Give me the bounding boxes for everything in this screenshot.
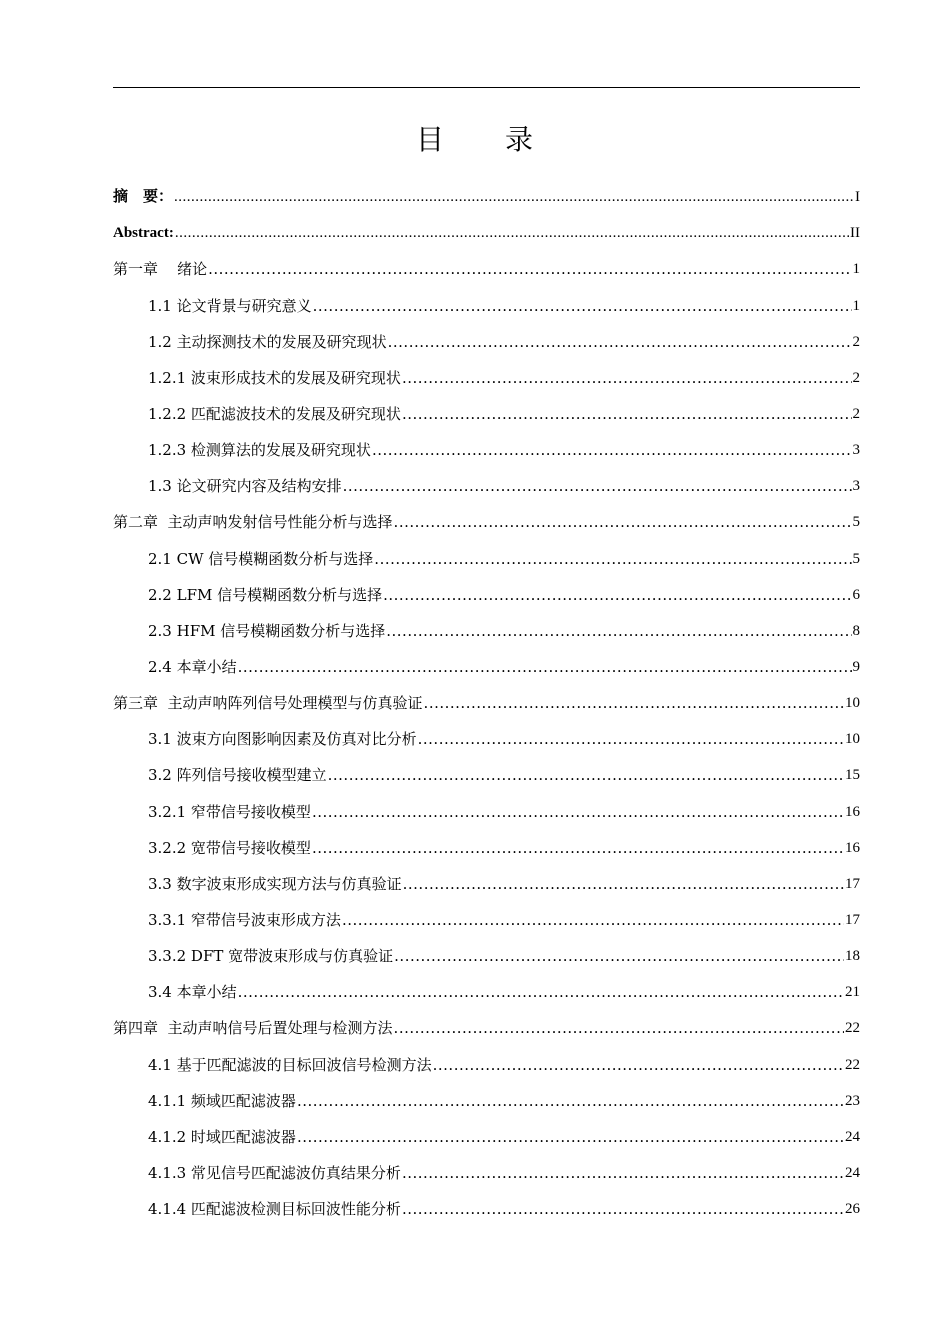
toc-dot-leader	[342, 910, 844, 930]
toc-dot-leader	[403, 874, 844, 894]
toc-entry-page-number: 15	[845, 767, 860, 784]
toc-entry[interactable]	[113, 901, 860, 937]
toc-entry-label: 3.3.2 DFT 宽带波束形成与仿真验证	[148, 947, 394, 966]
toc-dot-leader	[386, 621, 851, 641]
toc-entry-label: 第三章 主动声呐阵列信号处理模型与仿真验证	[113, 694, 423, 713]
toc-entry-page-number: 10	[845, 695, 860, 712]
toc-dot-leader	[208, 259, 851, 279]
toc-entry-label: 摘 要：	[113, 189, 174, 206]
toc-entry[interactable]	[113, 865, 860, 901]
toc-entry-page-number: 16	[845, 803, 860, 820]
toc-entry[interactable]	[113, 937, 860, 973]
toc-entry-label: 4.1.3 常见信号匹配滤波仿真结果分析	[148, 1163, 401, 1182]
toc-entry-page-number: 3	[852, 442, 860, 459]
toc-entry-label: 第二章 主动声呐发射信号性能分析与选择	[113, 513, 393, 532]
toc-entry-label: 3.1 波束方向图影响因素及仿真对比分析	[148, 730, 417, 749]
toc-dot-leader	[402, 404, 852, 424]
toc-list	[113, 178, 860, 1226]
toc-entry-label: 3.2.1 窄带信号接收模型	[148, 802, 311, 821]
toc-dot-leader	[174, 187, 854, 207]
toc-entry[interactable]	[113, 792, 860, 828]
toc-entry-page-number: II	[850, 225, 860, 242]
toc-entry[interactable]	[113, 756, 860, 792]
toc-entry-label: 4.1.1 频域匹配滤波器	[148, 1091, 296, 1110]
toc-entry-label: 2.2 LFM 信号模糊函数分析与选择	[148, 585, 383, 604]
toc-entry-label: 4.1 基于匹配滤波的目标回波信号检测方法	[148, 1055, 432, 1074]
toc-entry-page-number: I	[855, 189, 860, 206]
toc-entry-label: 3.3.1 窄带信号波束形成方法	[148, 910, 341, 929]
toc-entry-page-number: 1	[852, 297, 860, 314]
toc-dot-leader	[402, 1199, 844, 1219]
header-rule	[113, 87, 860, 88]
toc-entry-page-number: 3	[852, 478, 860, 495]
toc-entry[interactable]	[113, 612, 860, 648]
toc-dot-leader	[394, 1018, 844, 1038]
toc-entry-page-number: 23	[845, 1092, 860, 1109]
toc-entry[interactable]	[113, 431, 860, 467]
toc-entry[interactable]	[113, 720, 860, 756]
toc-dot-leader	[297, 1127, 844, 1147]
toc-entry[interactable]	[113, 1190, 860, 1226]
toc-dot-leader	[238, 982, 844, 1002]
toc-dot-leader	[402, 1163, 844, 1183]
toc-dot-leader	[383, 585, 851, 605]
toc-dot-leader	[433, 1055, 844, 1075]
toc-dot-leader	[312, 838, 844, 858]
toc-entry-page-number: 16	[845, 839, 860, 856]
toc-entry-label: 3.4 本章小结	[148, 983, 237, 1002]
toc-dot-leader	[374, 549, 851, 569]
toc-entry-label: 4.1.2 时域匹配滤波器	[148, 1127, 296, 1146]
toc-entry[interactable]	[113, 214, 860, 250]
toc-entry-page-number: 8	[852, 622, 860, 639]
toc-entry-label: 1.3 论文研究内容及结构安排	[148, 477, 342, 496]
toc-dot-leader	[388, 332, 852, 352]
toc-entry-label: 3.3 数字波束形成实现方法与仿真验证	[148, 874, 402, 893]
toc-entry[interactable]	[113, 684, 860, 720]
toc-entry-label: 1.2.3 检测算法的发展及研究现状	[148, 441, 371, 460]
toc-entry-page-number: 9	[852, 658, 860, 675]
toc-entry[interactable]	[113, 178, 860, 214]
toc-dot-leader	[175, 223, 849, 243]
toc-entry-label: 第四章 主动声呐信号后置处理与检测方法	[113, 1019, 393, 1038]
toc-entry-page-number: 22	[845, 1056, 860, 1073]
toc-entry-page-number: 10	[845, 731, 860, 748]
toc-entry[interactable]	[113, 973, 860, 1009]
toc-entry[interactable]	[113, 286, 860, 322]
toc-entry[interactable]	[113, 1118, 860, 1154]
toc-entry-page-number: 5	[852, 550, 860, 567]
toc-dot-leader	[372, 440, 852, 460]
toc-entry-label: 2.3 HFM 信号模糊函数分析与选择	[148, 621, 386, 640]
toc-entry[interactable]	[113, 1045, 860, 1081]
toc-entry-label: 4.1.4 匹配滤波检测目标回波性能分析	[148, 1200, 401, 1219]
toc-dot-leader	[402, 368, 852, 388]
toc-dot-leader	[424, 693, 844, 713]
toc-title: 目 录	[416, 123, 559, 156]
toc-entry-page-number: 26	[845, 1201, 860, 1218]
toc-entry-label: 3.2 阵列信号接收模型建立	[148, 766, 327, 785]
toc-dot-leader	[328, 765, 844, 785]
toc-entry[interactable]	[113, 1154, 860, 1190]
toc-entry-page-number: 22	[845, 1020, 860, 1037]
toc-entry-page-number: 17	[845, 911, 860, 928]
toc-entry-page-number: 6	[852, 586, 860, 603]
toc-entry-label: 1.2 主动探测技术的发展及研究现状	[148, 332, 387, 351]
toc-dot-leader	[394, 946, 844, 966]
toc-dot-leader	[313, 296, 852, 316]
toc-entry-label: 1.1 论文背景与研究意义	[148, 296, 312, 315]
toc-entry-label: 3.2.2 宽带信号接收模型	[148, 838, 311, 857]
toc-entry[interactable]	[113, 467, 860, 503]
toc-dot-leader	[297, 1091, 844, 1111]
toc-dot-leader	[343, 476, 852, 496]
toc-entry[interactable]	[113, 648, 860, 684]
toc-entry[interactable]	[113, 395, 860, 431]
toc-entry-label: 2.4 本章小结	[148, 657, 237, 676]
toc-entry-page-number: 24	[845, 1128, 860, 1145]
toc-entry-page-number: 24	[845, 1164, 860, 1181]
toc-entry-label: Abstract:	[113, 225, 174, 242]
toc-dot-leader	[238, 657, 852, 677]
toc-entry[interactable]	[113, 829, 860, 865]
toc-entry[interactable]	[113, 1009, 860, 1045]
toc-entry-page-number: 2	[852, 405, 860, 422]
toc-entry[interactable]	[113, 323, 860, 359]
toc-entry[interactable]	[113, 359, 860, 395]
toc-entry-page-number: 2	[852, 333, 860, 350]
toc-entry-page-number: 2	[852, 369, 860, 386]
toc-entry[interactable]	[113, 576, 860, 612]
toc-entry-label: 第一章 绪论	[113, 260, 208, 279]
toc-entry[interactable]	[113, 250, 860, 286]
toc-entry-page-number: 18	[845, 948, 860, 965]
toc-entry-label: 1.2.2 匹配滤波技术的发展及研究现状	[148, 404, 401, 423]
toc-entry-page-number: 5	[852, 514, 860, 531]
toc-entry[interactable]	[113, 1082, 860, 1118]
toc-entry-label: 1.2.1 波束形成技术的发展及研究现状	[148, 368, 401, 387]
toc-entry-label: 2.1 CW 信号模糊函数分析与选择	[148, 549, 374, 568]
toc-entry[interactable]	[113, 539, 860, 575]
toc-entry[interactable]	[113, 503, 860, 539]
toc-entry-page-number: 21	[845, 984, 860, 1001]
toc-dot-leader	[418, 729, 844, 749]
toc-entry-page-number: 1	[852, 261, 860, 278]
toc-entry-page-number: 17	[845, 875, 860, 892]
toc-dot-leader	[394, 512, 852, 532]
toc-dot-leader	[312, 802, 844, 822]
